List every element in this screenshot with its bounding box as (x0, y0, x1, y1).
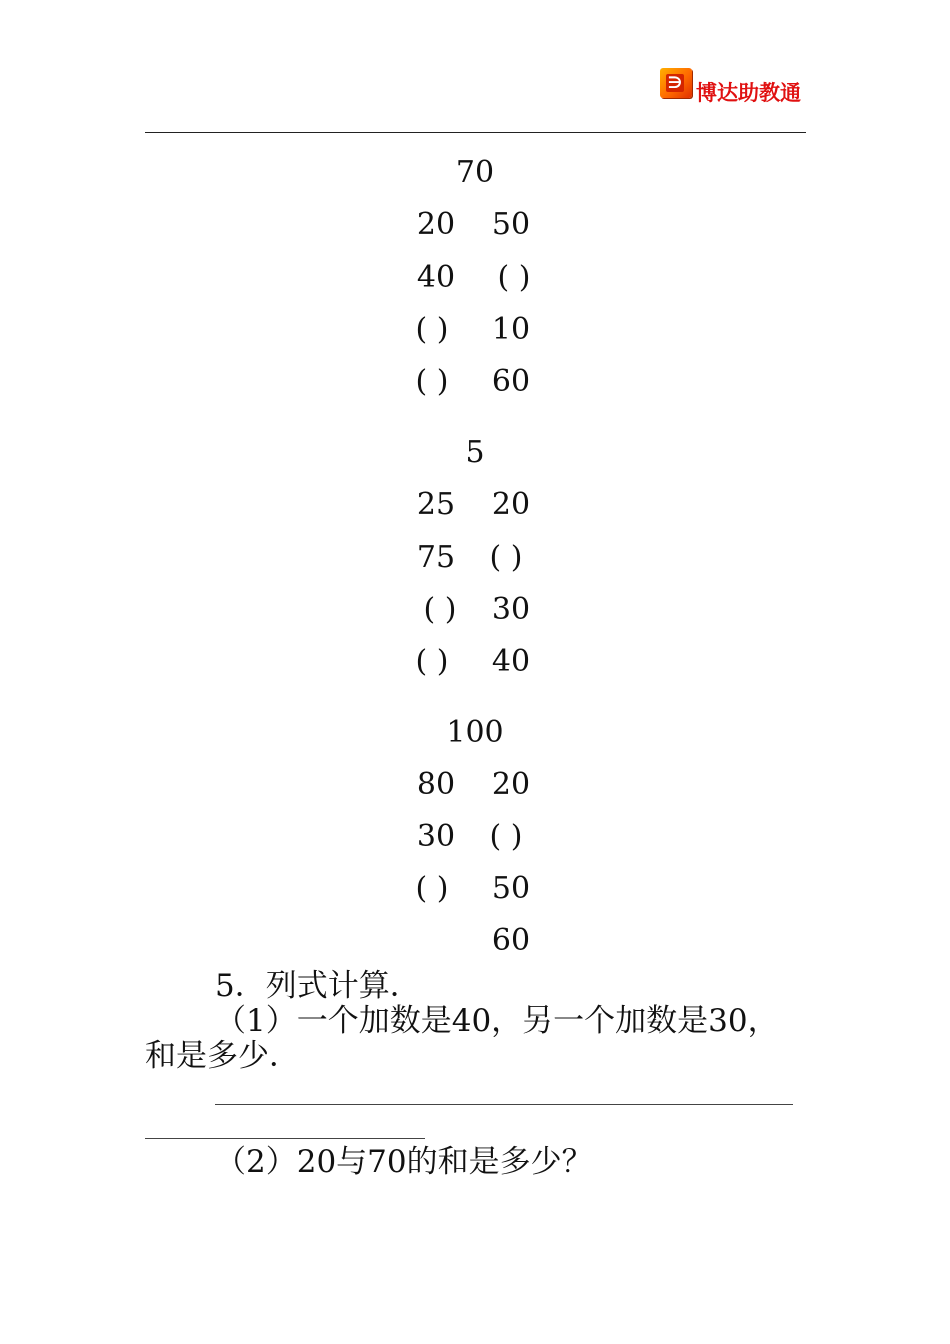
answer-line-1[interactable] (215, 1104, 793, 1105)
block-1-row-4-right: 60 (491, 364, 531, 399)
brand-logo-icon: ∋ (660, 68, 692, 98)
block-2-row-3-right: 30 (491, 592, 531, 627)
block-2-row-1-left: 25 (416, 487, 456, 522)
block-3-row-4-right: 60 (491, 923, 531, 958)
question-title: 5．列式计算． (215, 968, 421, 1004)
block-2-row-4-left-blank: ( ) (415, 644, 449, 679)
block-2-row-1-right: 20 (491, 487, 531, 522)
block-2-row-2-left: 75 (416, 540, 456, 575)
block-1-row-2-right-blank: ( ) (497, 260, 531, 295)
block-2-row-3-left-blank: ( ) (423, 592, 457, 627)
block-3-row-2-left: 30 (416, 819, 456, 854)
block-1-row-3-right: 10 (491, 312, 531, 347)
question-2: （2）20与70的和是多少？ (215, 1144, 593, 1180)
block-3-row-3-left-blank: ( ) (415, 871, 449, 906)
block-2-top-number: 5 (465, 435, 485, 470)
block-2-row-2-right-blank: ( ) (489, 540, 523, 575)
block-1-row-2-left: 40 (416, 260, 456, 295)
block-3-row-1-left: 80 (416, 767, 456, 802)
question-1-line-2: 和是多少． (145, 1038, 300, 1074)
block-1-row-3-left-blank: ( ) (415, 312, 449, 347)
block-3-row-3-right: 50 (491, 871, 531, 906)
block-1-row-1-left: 20 (416, 207, 456, 242)
block-2-row-4-right: 40 (491, 644, 531, 679)
block-3-row-2-right-blank: ( ) (489, 819, 523, 854)
block-1-row-4-left-blank: ( ) (415, 364, 449, 399)
header-divider (145, 132, 806, 133)
block-1-row-1-right: 50 (491, 207, 531, 242)
brand-name: 博达助教通 (696, 81, 801, 105)
block-1-top-number: 70 (455, 155, 495, 190)
block-3-row-1-right: 20 (491, 767, 531, 802)
question-1-line-1: （1）一个加数是40，另一个加数是30， (215, 1003, 779, 1039)
block-3-top-number: 100 (446, 715, 504, 750)
answer-line-2[interactable] (145, 1138, 425, 1139)
